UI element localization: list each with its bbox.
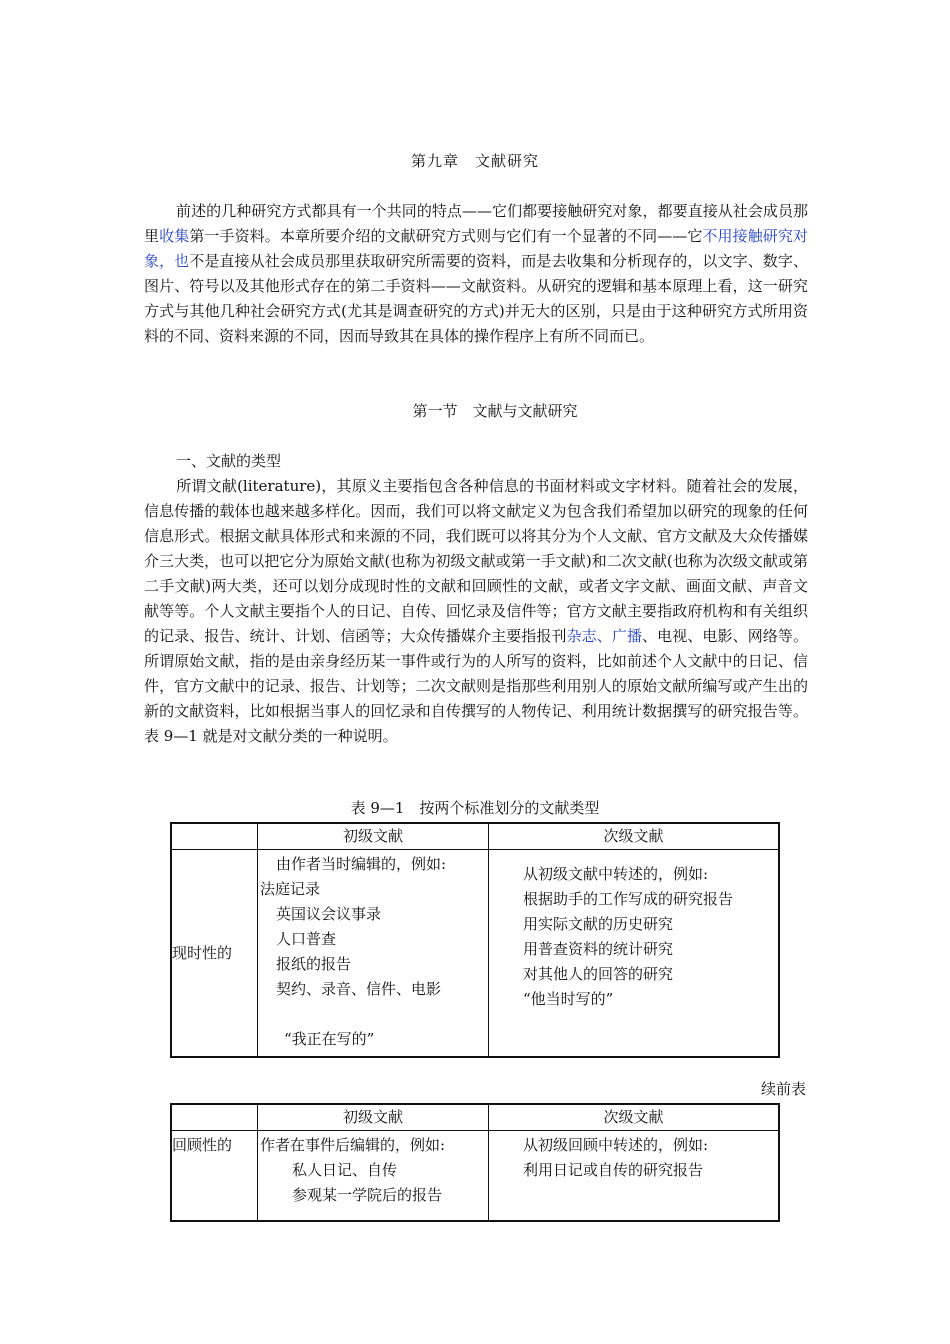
list-item: 参观某一学院后的报告 [292,1186,443,1204]
table-header-row [171,1104,779,1131]
intro-link-collect[interactable]: 收集 [159,227,190,245]
list-item: 英国议会议事录 [276,905,382,923]
body-text-1: 所谓文献(literature)，其原义主要指包含各种信息的书面材料或文字材料。随着社会的发展，信息传播的载体也越来越多样化。因而，我们可以将文献定义为包含我们希望加以研究的现象的任何信息形式。根据文献具体形式和来源的不同，我们既可以将其分为个人文献、官方文献及大众传播媒介三大类，也可以把它分为原始文献(也称为初级文献或第一手文献)和二次文献(也称为次级文献或第二手文献)两大类，还可以划分成现时性的文献和回顾性的文献，或者文字文献、画面文献、声音文献等等。个人文献主要指个人的日记、自传、回忆录及信件等；官方文献主要指政府机构和有关组织的记录、报告、统计、计划、信函等；大众传播媒介主要指报刊 [144,477,808,645]
list-item: 作者在事件后编辑的，例如: [260,1136,446,1154]
table-row [171,1131,779,1222]
list-item: 私人日记、自传 [292,1161,398,1179]
section-title: 第一节 文献与文献研究 [412,402,578,420]
list-item: 契约、录音、信件、电影 [276,980,442,998]
chapter-title: 第九章 文献研究 [410,152,539,170]
table-header-row [171,823,779,850]
header-cell-secondary: 次级文献 [489,1104,780,1131]
header-cell-primary: 初级文献 [258,1104,489,1131]
body-paragraph [144,474,808,749]
table-caption: 表 9—1 按两个标准划分的文献类型 [350,799,600,817]
body-text-2: 、电视、电影、网络等。所谓原始文献，指的是由亲身经历某一事件或行为的人所写的资料，比如前述个人文献中的日记、信件，官方文献中的记录、报告、计划等；二次文献则是指那些利用别人的原始文献所编写或产生出的新的文献资料，比如根据当事人的回忆录和自传撰写的人物传记、利用统计数据撰写的研究报告等。表 9—1 就是对文献分类的一种说明。 [144,627,808,745]
body-link-media[interactable]: 杂志、广播 [566,627,643,645]
list-item: 根据助手的工作写成的研究报告 [523,890,734,908]
list-item: 利用日记或自传的研究报告 [523,1161,704,1179]
list-item: 对其他人的回答的研究 [523,965,674,983]
primary-current-cell [258,850,489,1058]
intro-text-2: 第一手资料。本章所要介绍的文献研究方式则与它们有一个显著的不同——它 [189,227,703,245]
document-types-table-continued [170,1103,780,1222]
list-item: “他当时写的” [523,990,614,1008]
list-item: 人口普查 [276,930,337,948]
subsection-title: 一、文献的类型 [176,452,282,470]
secondary-current-cell [489,850,780,1058]
intro-paragraph [144,199,808,349]
document-types-table [170,822,780,1058]
list-item: 法庭记录 [260,880,321,898]
intro-text-3: 不是直接从社会成员那里获取研究所需要的资料，而是去收集和分析现存的，以文字、数字、图片、符号以及其他形式存在的第二手资料——文献资料。从研究的逻辑和基本原理上看，这一研究方式与其他几种社会研究方式(尤其是调查研究的方式)并无大的区别，只是由于这种研究方式所用资料的不同、资料来源的不同，因而导致其在具体的操作程序上有所不同而已。 [144,252,808,345]
row-label-retrospective: 回顾性的 [171,1131,258,1222]
intro-text-1: 前述的几种研究方式都具有一个共同的特点——它们都要接触研究对象，都要直接从社会成员那里 [144,202,808,245]
list-item: 从初级回顾中转述的，例如: [523,1136,709,1154]
header-cell-empty [171,823,258,850]
list-item [260,1002,488,1027]
list-item: 报纸的报告 [276,955,352,973]
primary-retrospective-cell [258,1131,489,1222]
list-item: 用实际文献的历史研究 [523,915,674,933]
header-cell-empty [171,1104,258,1131]
header-cell-primary: 初级文献 [258,823,489,850]
secondary-retrospective-cell [489,1131,780,1222]
row-label-current: 现时性的 [171,850,258,1058]
table-row [171,850,779,1058]
list-item: 从初级文献中转述的，例如: [523,865,709,883]
list-item: 由作者当时编辑的，例如: [276,855,447,873]
list-item: “我正在写的” [284,1030,375,1048]
continued-label: 续前表 [760,1080,806,1098]
list-item: 用普查资料的统计研究 [523,940,674,958]
intro-link-no-contact[interactable]: 不用接触研究对象，也 [144,227,808,270]
header-cell-secondary: 次级文献 [489,823,780,850]
